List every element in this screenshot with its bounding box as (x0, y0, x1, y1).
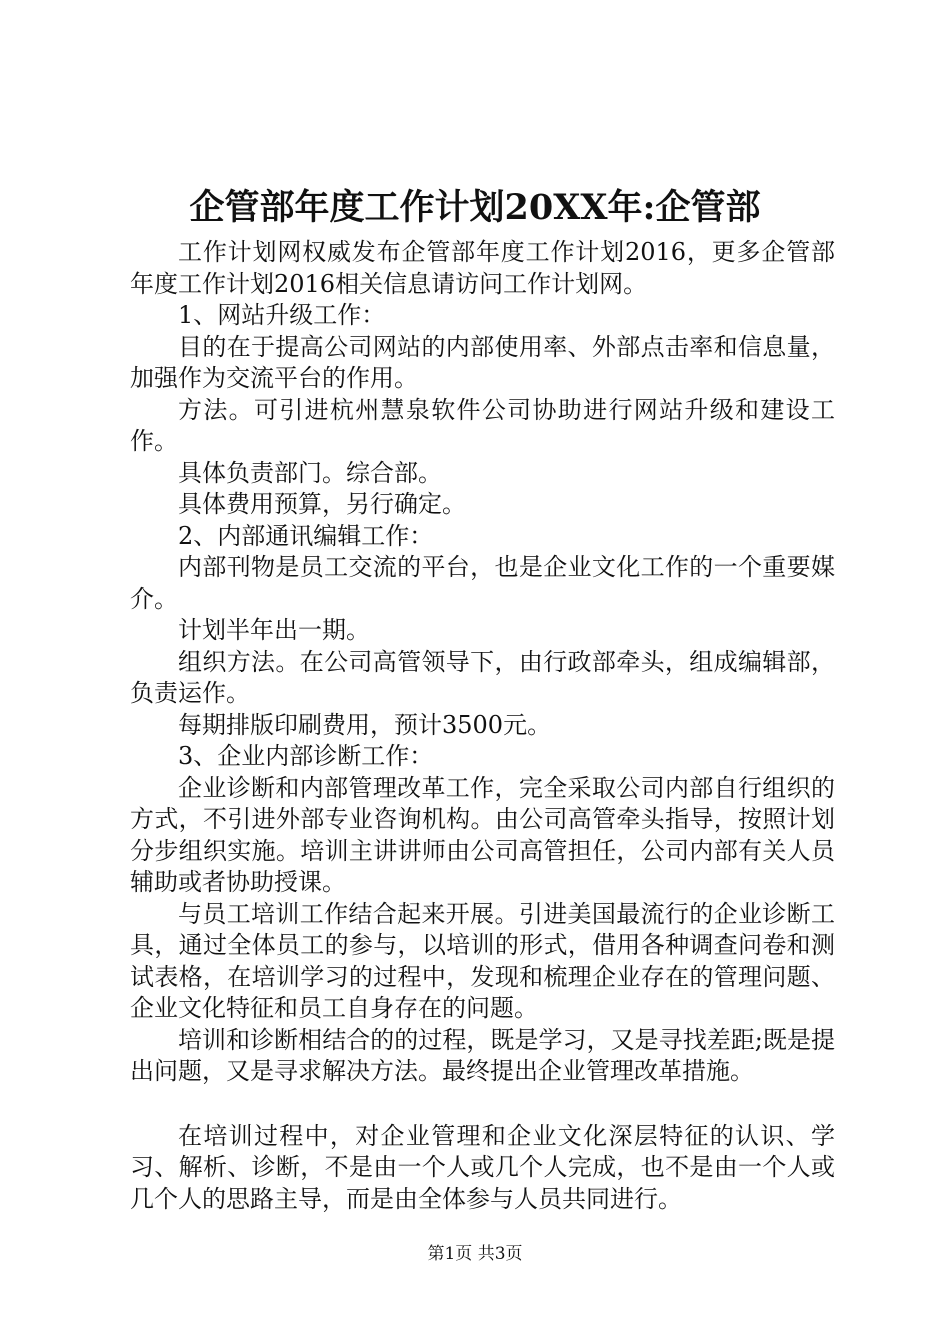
paragraph-spacer (130, 1088, 835, 1121)
document-body (130, 237, 835, 1215)
paragraph: 在培训过程中，对企业管理和企业文化深层特征的认识、学习、解析、诊断，不是由一个人或几个人完成，也不是由一个人或几个人的思路主导，而是由全体参与人员共同进行。 (130, 1121, 835, 1213)
paragraph: 目的在于提高公司网站的内部使用率、外部点击率和信息量，加强作为交流平台的作用。 (130, 332, 835, 392)
page-footer: 第1页 共3页 (427, 1244, 523, 1264)
section-heading-3: 3、企业内部诊断工作： (178, 742, 434, 770)
paragraph: 组织方法。在公司高管领导下，由行政部牵头，组成编辑部，负责运作。 (130, 647, 835, 707)
paragraph: 计划半年出一期。 (178, 616, 370, 644)
paragraph: 培训和诊断相结合的的过程，既是学习，又是寻找差距;既是提出问题，又是寻求解决方法。最终提出企业管理改革措施。 (130, 1025, 835, 1085)
paragraph: 每期排版印刷费用，预计3500元。 (178, 710, 552, 739)
paragraph: 与员工培训工作结合起来开展。引进美国最流行的企业诊断工具，通过全体员工的参与，以培训的形式，借用各种调查问卷和测试表格，在培训学习的过程中，发现和梳理企业存在的管理问题、企业文化特征和员工自身存在的问题。 (130, 899, 835, 1022)
paragraph: 内部刊物是员工交流的平台，也是企业文化工作的一个重要媒介。 (130, 553, 835, 613)
document-title: 企管部年度工作计划20XX年:企管部 (189, 187, 761, 228)
section-heading-1: 1、网站升级工作： (178, 301, 386, 329)
paragraph-intro: 工作计划网权威发布企管部年度工作计划2016，更多企管部年度工作计划2016相关信息请访问工作计划网。 (130, 238, 835, 298)
paragraph: 方法。可引进杭州慧泉软件公司协助进行网站升级和建设工作。 (130, 395, 835, 455)
section-heading-2: 2、内部通讯编辑工作： (178, 521, 434, 550)
paragraph: 企业诊断和内部管理改革工作，完全采取公司内部自行组织的方式，不引进外部专业咨询机构。由公司高管牵头指导，按照计划分步组织实施。培训主讲讲师由公司高管担任，公司内部有关人员辅助或者协助授课。 (130, 773, 835, 896)
paragraph: 具体负责部门。综合部。 (178, 458, 442, 487)
paragraph: 具体费用预算，另行确定。 (178, 490, 466, 518)
